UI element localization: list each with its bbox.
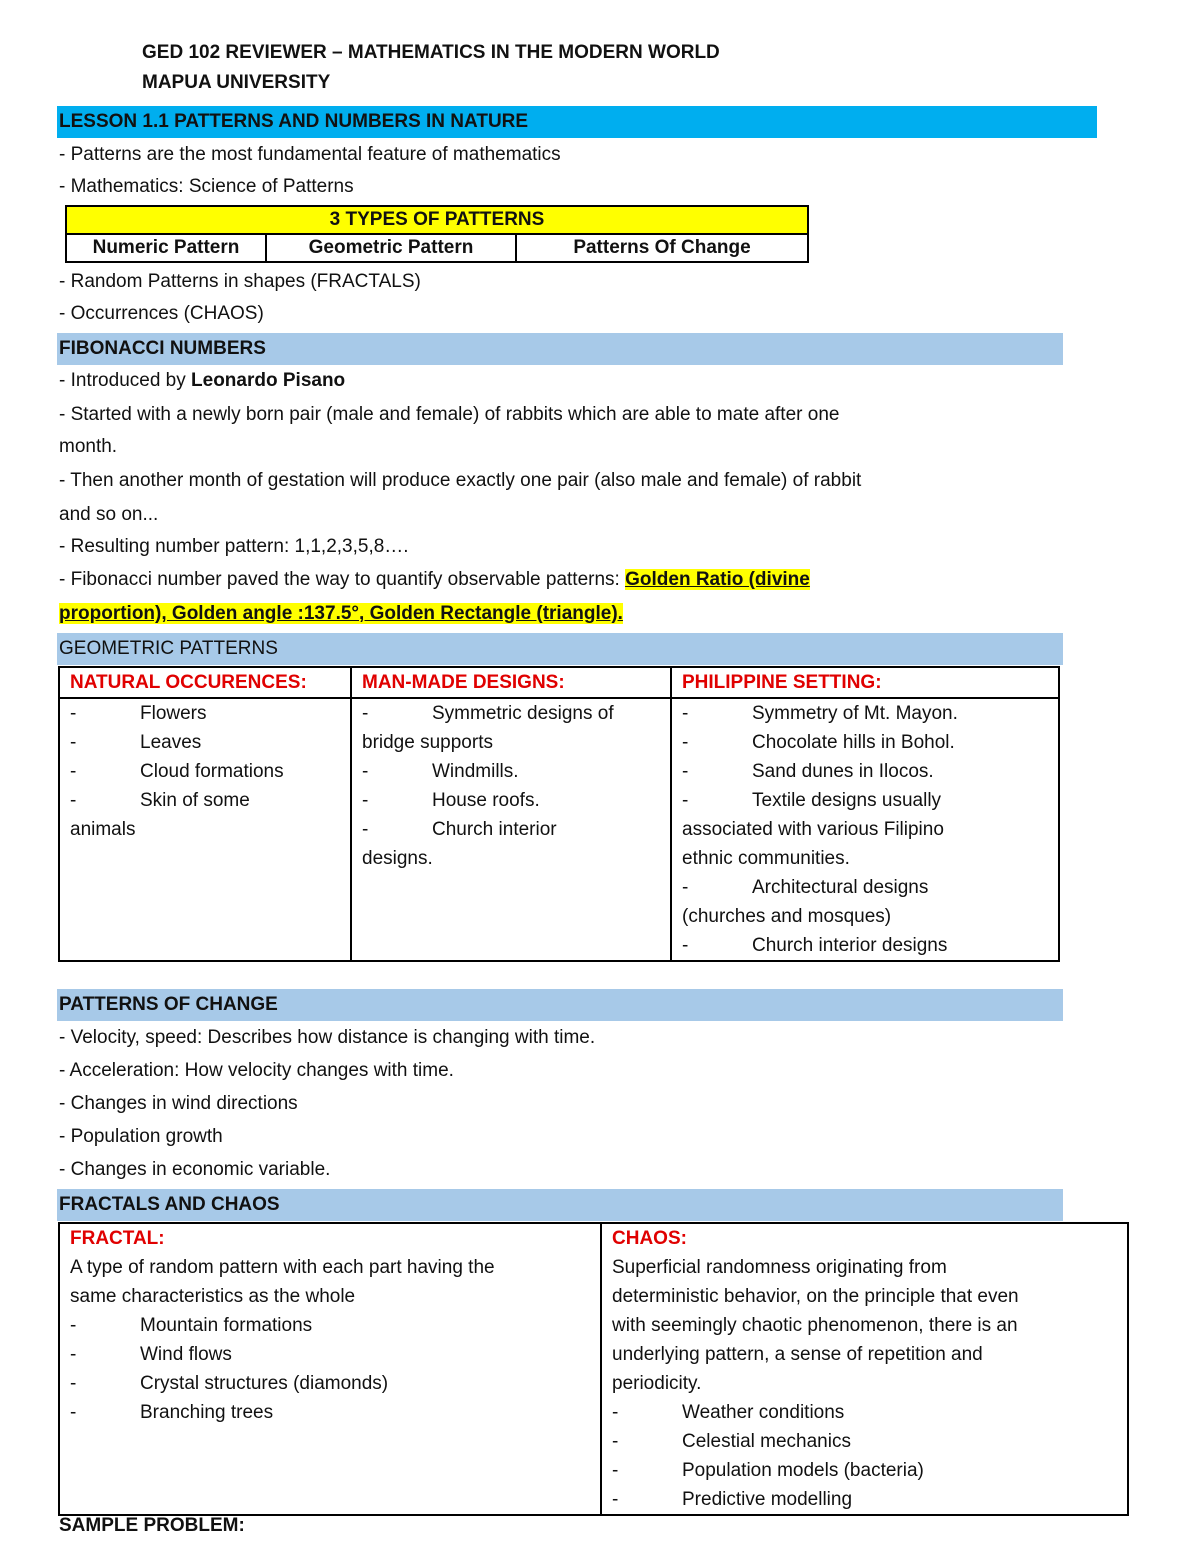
leonardo-pisano: Leonardo Pisano [191,370,346,391]
philippine-list [671,698,1059,961]
natural-list [59,698,351,961]
fractals-title: FRACTALS AND CHAOS [57,1189,1063,1221]
list-item: - Leaves [70,728,350,757]
list-item: - Mountain formations [70,1311,600,1340]
item-text: Branching trees [140,1402,274,1423]
change-line: - Population growth [59,1126,223,1147]
type-cell: Numeric Pattern [66,234,266,262]
item-text: Predictive modelling [682,1489,853,1510]
list-item: - Symmetric designs of [362,699,670,728]
natural-header: NATURAL OCCURENCES: [59,667,351,698]
list-item: - Crystal structures (diamonds) [70,1369,600,1398]
fibonacci-intro [59,370,345,392]
fibonacci-line [59,569,810,591]
item-text: Church interior designs [752,935,948,956]
lesson-line: - Random Patterns in shapes (FRACTALS) [59,271,421,292]
document-title: GED 102 REVIEWER – MATHEMATICS IN THE MODERN WORLD [142,42,720,63]
manmade-list [351,698,671,961]
chaos-desc: with seemingly chaotic phenomenon, there is an [612,1315,1018,1336]
list-item: - Cloud formations [70,757,350,786]
item-text: Sand dunes in Ilocos. [752,761,934,782]
item-text: Symmetry of Mt. Mayon. [752,703,958,724]
lesson-line: - Occurrences (CHAOS) [59,303,264,324]
change-line: - Changes in wind directions [59,1093,298,1114]
list-item: - Church interior [362,815,670,844]
fractal-cell [59,1223,601,1515]
change-title: PATTERNS OF CHANGE [57,989,1063,1021]
chaos-desc: underlying pattern, a sense of repetition and [612,1344,983,1365]
item-text: Symmetric designs of [432,703,614,724]
list-item: - Weather conditions [612,1398,1127,1427]
list-item: - Celestial mechanics [612,1427,1127,1456]
fractal-header: FRACTAL: [70,1228,165,1249]
chaos-header: CHAOS: [612,1228,687,1249]
l5-prefix: - Fibonacci number paved the way to quantify observable patterns: [59,569,626,590]
golden-ratio-highlight: Golden Ratio (divine [625,569,810,590]
list-item: - Symmetry of Mt. Mayon. [682,699,1058,728]
sample-problem-heading: SAMPLE PROBLEM: [59,1515,245,1536]
geometric-table [58,666,1060,962]
list-item: - Windmills. [362,757,670,786]
item-text: Flowers [140,703,207,724]
item-wrap: designs. [362,848,433,869]
university-name: MAPUA UNIVERSITY [142,72,331,93]
golden-angle-highlight: proportion), Golden angle :137.5°, Golden Rectangle (triangle). [59,603,623,624]
fibonacci-line [59,603,623,625]
item-text: Wind flows [140,1344,232,1365]
list-item: - Architectural designs [682,873,1058,902]
list-item: - Church interior designs [682,931,1058,960]
chaos-desc: Superficial randomness originating from [612,1257,947,1278]
item-wrap: bridge supports [362,732,493,753]
item-text: Mountain formations [140,1315,313,1336]
fractals-table [58,1222,1129,1516]
fibonacci-title: FIBONACCI NUMBERS [57,333,1063,365]
item-text: Architectural designs [752,877,929,898]
types-title: 3 TYPES OF PATTERNS [66,206,808,234]
item-text: Chocolate hills in Bohol. [752,732,955,753]
chaos-desc: periodicity. [612,1373,702,1394]
list-item: - Population models (bacteria) [612,1456,1127,1485]
item-text: Weather conditions [682,1402,845,1423]
fractal-desc: same characteristics as the whole [70,1286,356,1307]
list-item: - Flowers [70,699,350,728]
chaos-desc: deterministic behavior, on the principle that even [612,1286,1019,1307]
item-text: Celestial mechanics [682,1431,851,1452]
list-item: - Sand dunes in Ilocos. [682,757,1058,786]
item-text: Textile designs usually [752,790,942,811]
fibonacci-line: - Then another month of gestation will produce exactly one pair (also male and female) of rabbit [59,470,862,491]
item-text: Leaves [140,732,202,753]
fibonacci-line: and so on... [59,504,159,525]
item-wrap: associated with various Filipino [682,819,944,840]
item-text: Population models (bacteria) [682,1460,924,1481]
fibonacci-line: - Started with a newly born pair (male and female) of rabbits which are able to mate after one [59,404,840,425]
philippine-header: PHILIPPINE SETTING: [671,667,1059,698]
change-line: - Changes in economic variable. [59,1159,331,1180]
list-item: - Branching trees [70,1398,600,1427]
list-item: - Skin of some [70,786,350,815]
list-item: - Chocolate hills in Bohol. [682,728,1058,757]
lesson-title: LESSON 1.1 PATTERNS AND NUMBERS IN NATURE [57,106,1097,138]
list-item: - Textile designs usually [682,786,1058,815]
lesson-line: - Patterns are the most fundamental feature of mathematics [59,144,561,165]
fractal-desc: A type of random pattern with each part having the [70,1257,495,1278]
list-item: - Predictive modelling [612,1485,1127,1514]
lesson-line: - Mathematics: Science of Patterns [59,176,354,197]
chaos-cell [601,1223,1128,1515]
types-of-patterns-table [65,205,809,263]
item-wrap: (churches and mosques) [682,906,892,927]
item-text: House roofs. [432,790,540,811]
change-line: - Velocity, speed: Describes how distance is changing with time. [59,1027,596,1048]
list-item: - House roofs. [362,786,670,815]
type-cell: Patterns Of Change [516,234,808,262]
geometric-title: GEOMETRIC PATTERNS [57,633,1063,665]
item-wrap: animals [70,819,136,840]
item-text: Church interior [432,819,557,840]
intro-prefix: - Introduced by [59,370,192,391]
item-text: Cloud formations [140,761,284,782]
list-item: - Wind flows [70,1340,600,1369]
fibonacci-line: - Resulting number pattern: 1,1,2,3,5,8…. [59,536,409,557]
item-text: Windmills. [432,761,519,782]
item-wrap: ethnic communities. [682,848,850,869]
item-text: Crystal structures (diamonds) [140,1373,389,1394]
manmade-header: MAN-MADE DESIGNS: [351,667,671,698]
type-cell: Geometric Pattern [266,234,516,262]
fibonacci-line: month. [59,436,118,457]
item-text: Skin of some [140,790,250,811]
change-line: - Acceleration: How velocity changes with time. [59,1060,454,1081]
